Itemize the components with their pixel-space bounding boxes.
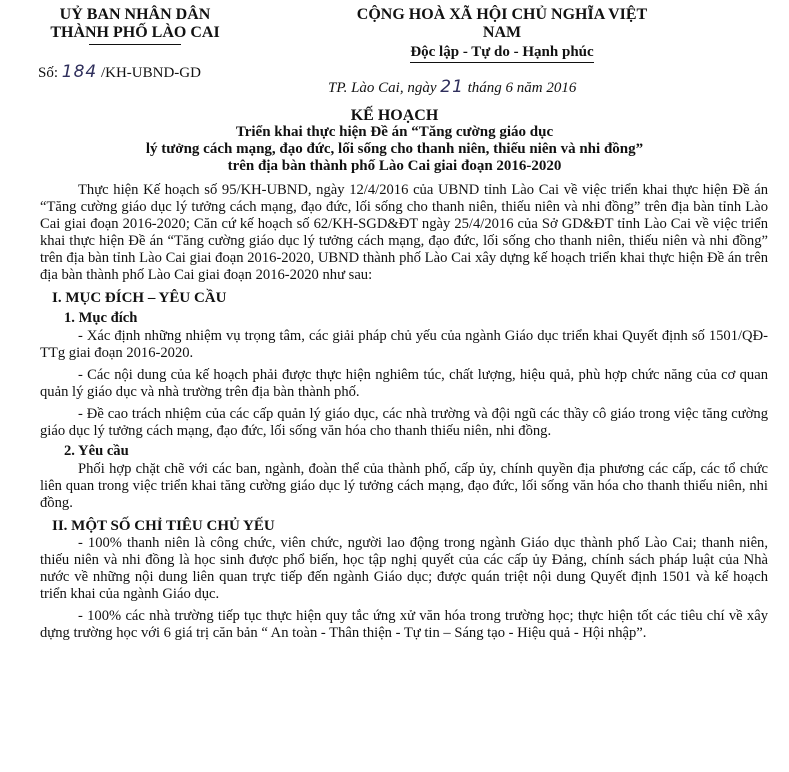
authority-line-1: UỶ BAN NHÂN DÂN (59, 6, 211, 23)
purpose-item: - Các nội dung của kế hoạch phải được thực hiện nghiêm túc, chất lượng, hiệu quả, phù hợp chức năng của cơ quan quản lý giáo dục và nhà trường trên địa bàn thành phố. (40, 367, 768, 400)
title-main: KẾ HOẠCH (350, 107, 439, 124)
date-suffix: tháng 6 năm 2016 (467, 80, 577, 96)
purpose-item: - Xác định những nhiệm vụ trọng tâm, các giải pháp chủ yếu của ngành Giáo dục triển khai Quyết định số 1501/QĐ-TTg giai đoạn 2016-2020. (40, 328, 768, 361)
country-name-line-1: CỘNG HOÀ XÃ HỘI CHỦ NGHĨA VIỆT (356, 6, 648, 23)
country-name-line-2: NAM (482, 24, 522, 41)
doc-number-suffix: /KH-UBND-GD (100, 65, 201, 81)
doc-number-handwritten: 184 (61, 62, 98, 82)
title-line-2: lý tưởng cách mạng, đạo đức, lối sống cho thanh niên, thiếu niên và nhi đồng” (145, 141, 644, 157)
section-1-heading: I. MỤC ĐÍCH – YÊU CẦU (52, 290, 227, 306)
issuing-authority (20, 6, 250, 45)
section-2-heading: II. MỘT SỐ CHỈ TIÊU CHỦ YẾU (52, 518, 275, 534)
title-line-1: Triển khai thực hiện Đề án “Tăng cường giáo dục (235, 124, 554, 140)
document-body (40, 182, 768, 642)
document-title (0, 107, 789, 175)
place-and-date (328, 77, 576, 97)
intro-paragraph: Thực hiện Kế hoạch số 95/KH-UBND, ngày 12/4/2016 của UBND tỉnh Lào Cai về việc triển khai thực hiện Đề án “Tăng cường giáo dục lý tưởng cách mạng, đạo đức, lối sống cho thanh niên, thiếu niên và nhi đồng” trên địa bàn tỉnh Lào Cai giai đoạn 2016-2020; Căn cứ kế hoạch số 62/KH-SGD&ĐT ngày 25/4/2016 của Sở GD&ĐT tỉnh Lào Cai về việc triển khai thực hiện Đề án “Tăng cường giáo dục lý tưởng cách mạng, đạo đức, lối sống cho thanh niên, thiếu niên và nhi đồng” trên địa bàn tỉnh Lào Cai giai đoạn 2016-2020, UBND thành phố Lào Cai xây dựng kế hoạch triển khai thực hiện Đề án trên địa bàn thành phố Lào Cai giai đoạn 2016-2020 như sau: (40, 182, 768, 283)
national-header (292, 6, 712, 63)
requirement-paragraph: Phối hợp chặt chẽ với các ban, ngành, đoàn thể của thành phố, cấp ủy, chính quyền địa phương các cấp, các tổ chức liên quan trong việc triển khai tăng cường giáo dục lý tưởng cách mạng, đạo đức, lối sống văn hóa cho thanh thiếu niên, nhi đồng. (40, 461, 768, 511)
section-1-1-heading: 1. Mục đích (64, 310, 138, 326)
doc-number-prefix: Số: (38, 65, 59, 81)
date-day-handwritten: 21 (440, 77, 464, 97)
document-number (38, 62, 201, 82)
authority-line-2: THÀNH PHỐ LÀO CAI (50, 24, 220, 41)
purpose-item: - Đề cao trách nhiệm của các cấp quản lý giáo dục, các nhà trường và đội ngũ các thầy cô giáo trong việc tăng cường giáo dục lý tưởng cách mạng, đạo đức, lối sống văn hóa cho thanh thiếu niên, nhi đồng. (40, 406, 768, 439)
target-item: - 100% thanh niên là công chức, viên chức, người lao động trong ngành Giáo dục thành phố Lào Cai; thanh niên, thiếu niên và nhi đồng là học sinh được phổ biến, học tập nghị quyết của các cấp ủy Đảng, chính sách pháp luật của Nhà nước về những nội dung liên quan trực tiếp đến ngành Giáo dục; được quán triệt nội dung Quyết định 1501 và kế hoạch triển khai của ngành Giáo dục. (40, 535, 768, 602)
authority-underline (89, 44, 181, 45)
section-1-2-heading: 2. Yêu cầu (64, 443, 129, 459)
target-item: - 100% các nhà trường tiếp tục thực hiện quy tắc ứng xử văn hóa trong trường học; thực hiện tốt các tiêu chí về xây dựng trường học với 6 giá trị căn bản “ An toàn - Thân thiện - Tự tin – Sáng tạo - Hiệu quả - Hội nhập”. (40, 608, 768, 641)
national-motto: Độc lập - Tự do - Hạnh phúc (410, 43, 593, 63)
date-prefix: TP. Lào Cai, ngày (328, 80, 441, 96)
title-line-3: trên địa bàn thành phố Lào Cai giai đoạn 2016-2020 (227, 158, 562, 174)
